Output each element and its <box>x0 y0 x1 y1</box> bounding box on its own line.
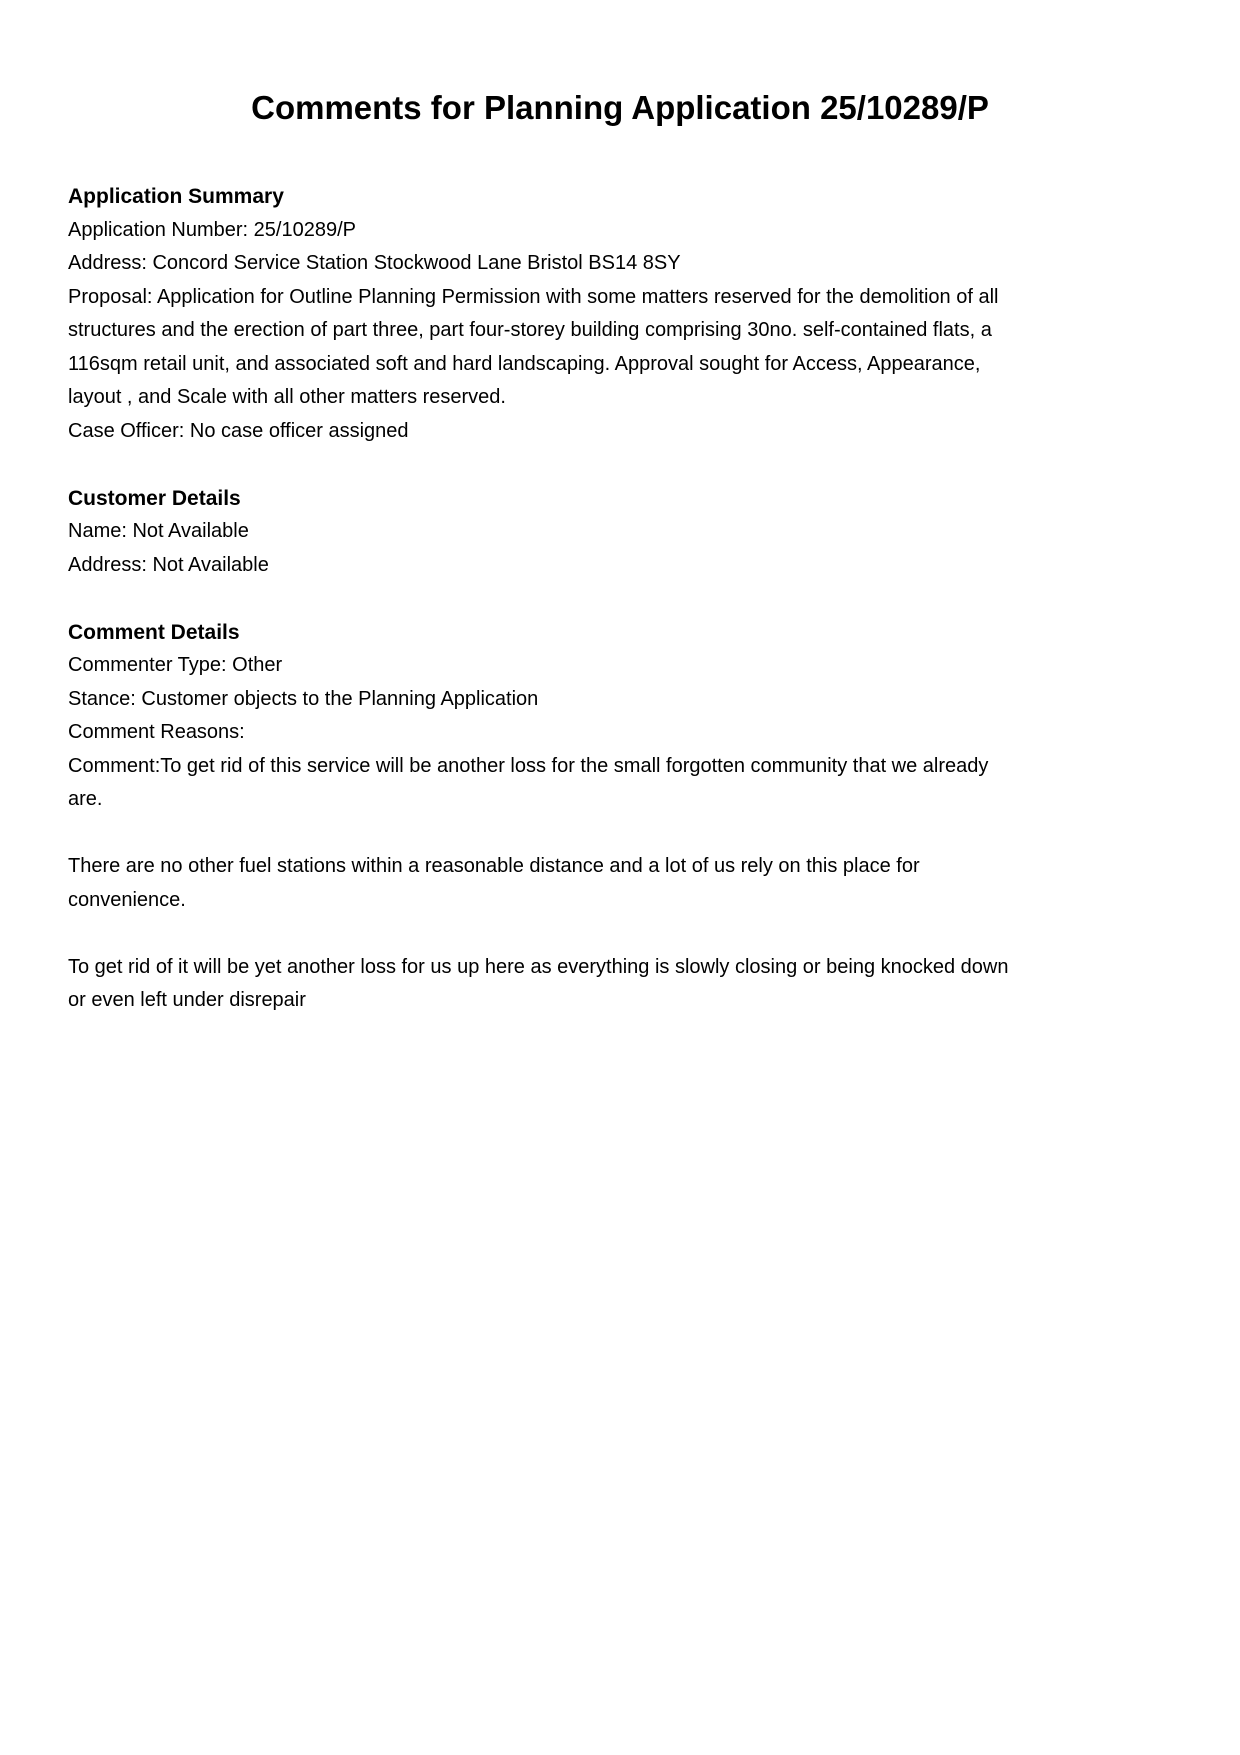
section-customer-details <box>68 482 1028 583</box>
application-address-line: Address: Concord Service Station Stockwood Lane Bristol BS14 8SY <box>68 252 681 274</box>
comment-reasons-line: Comment Reasons: <box>68 721 245 743</box>
commenter-type-line: Commenter Type: Other <box>68 654 283 676</box>
customer-address-line: Address: Not Available <box>68 553 269 576</box>
case-officer-line: Case Officer: No case officer assigned <box>68 419 409 442</box>
section-application-summary <box>68 180 1028 448</box>
stance-line: Stance: Customer objects to the Planning Application <box>68 687 539 710</box>
proposal-paragraph: Proposal: Application for Outline Planning Permission with some matters reserved for the demolition of all structures and the erection of part three, part four-storey building comprising 30no. self-contained flats, a 116sqm retail unit, and associated soft and hard landscaping. Approval sought for Access, Appearance, layout , and Scale with all other matters reserved. <box>68 285 999 408</box>
application-summary-heading: Application Summary <box>68 185 284 208</box>
comment-text-paragraph-1: Comment:To get rid of this service will be another loss for the small forgotten community that we already are. <box>68 754 989 810</box>
comment-text-paragraph-2: There are no other fuel stations within a reasonable distance and a lot of us rely on this place for convenience. <box>68 855 920 911</box>
customer-details-heading: Customer Details <box>68 486 241 510</box>
page-title: Comments for Planning Application 25/10289/P <box>251 89 989 126</box>
comment-details-heading: Comment Details <box>68 620 240 644</box>
application-number-line: Application Number: 25/10289/P <box>68 218 356 241</box>
comment-text-paragraph-3: To get rid of it will be yet another loss for us up here as everything is slowly closing or being knocked down or even left under disrepair <box>68 955 1009 1011</box>
section-comment-details <box>68 616 1028 1018</box>
customer-name-line: Name: Not Available <box>68 520 249 542</box>
document-body <box>68 180 1028 1018</box>
